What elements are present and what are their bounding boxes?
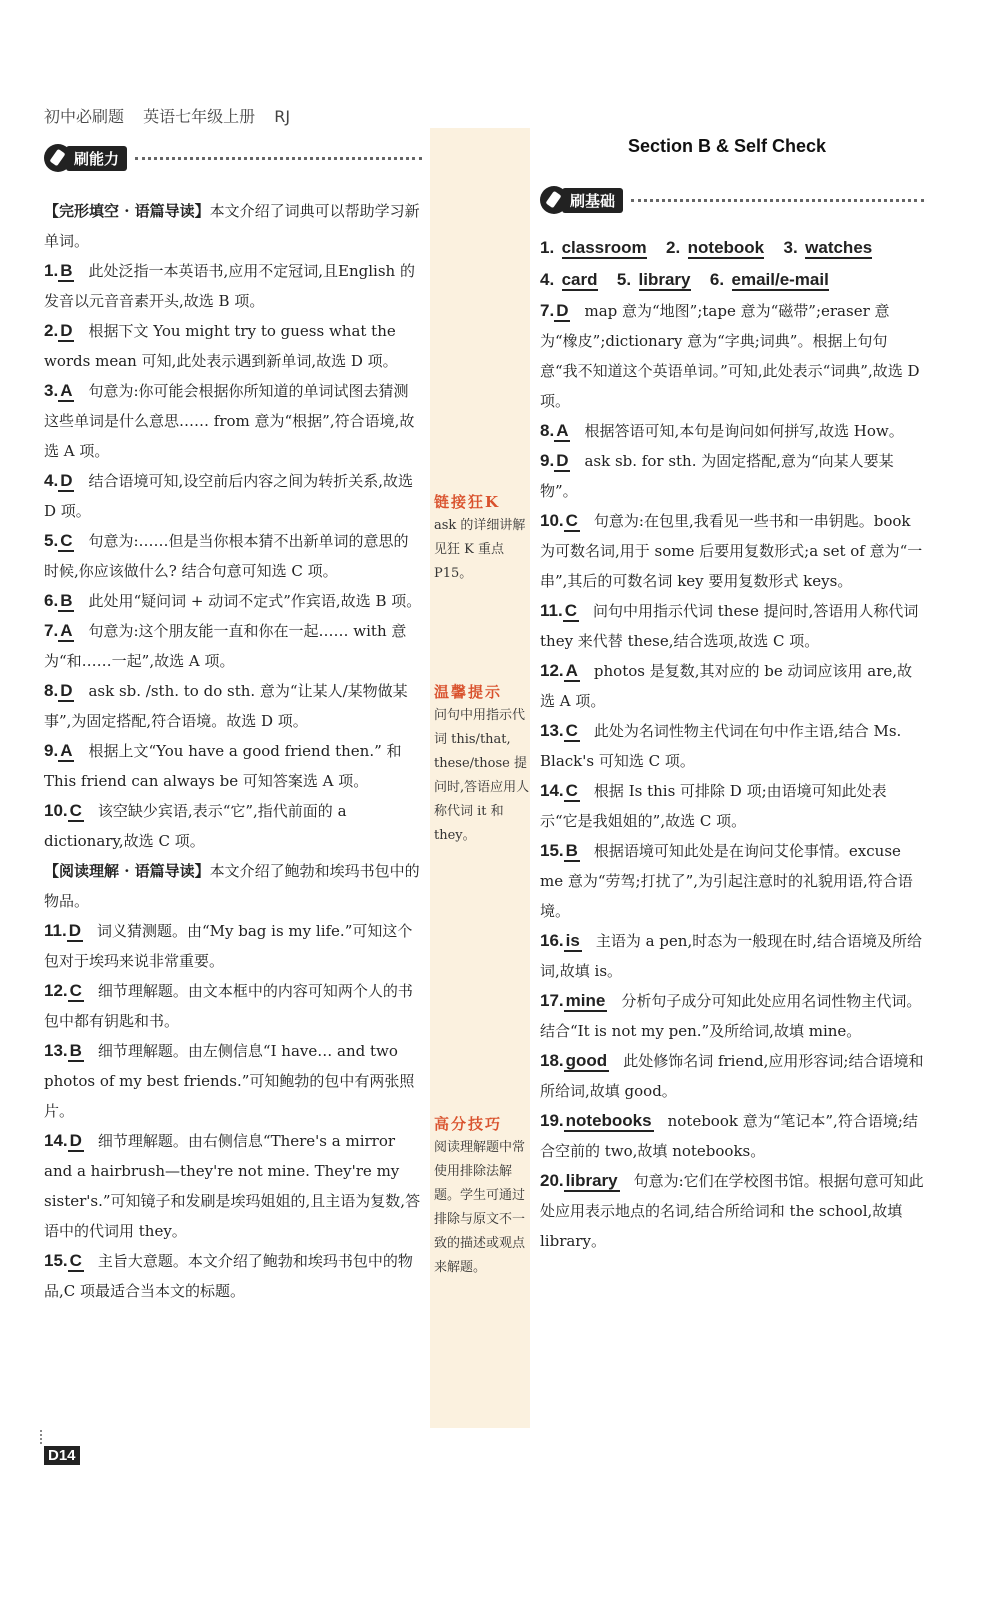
book-title: 初中必刷题 xyxy=(44,107,125,126)
item-explanation: photos 是复数,其对应的 be 动词应该用 are,故选 A 项。 xyxy=(540,662,913,710)
item-number: 13. xyxy=(540,721,564,740)
answer-item xyxy=(540,776,924,836)
section-title: Section B & Self Check xyxy=(628,136,827,156)
item-explanation: 该空缺少宾语,表示“它”,指代前面的 a dictionary,故选 C 项。 xyxy=(44,802,347,850)
item-explanation: 主语为 a pen,时态为一般现在时,结合语境及所给词,故填 is。 xyxy=(540,932,922,980)
item-number: 12. xyxy=(540,661,564,680)
item-answer: C xyxy=(565,511,578,530)
answer-item xyxy=(44,466,422,526)
item-explanation: 根据上文“You have a good friend then.” 和 This friend can always be 可知答案选 A 项。 xyxy=(44,742,402,790)
word-row: 4. card 5. library 6. email/e-mail xyxy=(540,270,829,289)
item-answer: library xyxy=(565,1171,618,1190)
answer-item xyxy=(44,916,422,976)
item-explanation: 句意为:你可能会根据你所知道的单词试图去猜测这些单词是什么意思…… from 意为“根据”,符合语境,故选 A 项。 xyxy=(44,382,415,460)
answer-item xyxy=(540,416,924,446)
dotted-divider xyxy=(631,199,924,202)
item-answer: D xyxy=(68,921,81,940)
item-explanation: 分析句子成分可知此处应用名词性物主代词。结合“It is not my pen.”及所给词,故填 mine。 xyxy=(540,992,922,1040)
item-answer: A xyxy=(60,381,73,400)
answer-item xyxy=(44,256,422,316)
item-answer: D xyxy=(60,321,73,340)
answer-item xyxy=(540,596,924,656)
item-answer: mine xyxy=(565,991,606,1010)
answer-item xyxy=(44,976,422,1036)
item-number: 13. xyxy=(44,1041,68,1060)
item-answer: notebooks xyxy=(565,1111,652,1130)
item-explanation: notebook 意为“笔记本”,符合语境;结合空前的 two,故填 notebooks。 xyxy=(540,1112,918,1160)
page-header xyxy=(44,104,304,127)
item-explanation: 根据语境可知此处是在询问艾伦事情。excuse me 意为“劳驾;打扰了”,为引起注意时的礼貌用语,符合语境。 xyxy=(540,842,913,920)
item-number: 12. xyxy=(44,981,68,1000)
item-number: 14. xyxy=(540,781,564,800)
item-explanation: 根据 Is this 可排除 D 项;由语境可知此处表示“它是我姐姐的”,故选 C 项。 xyxy=(540,782,887,830)
reading-intro: 【阅读理解 · 语篇导读】本文介绍了鲍勃和埃玛书包中的物品。 xyxy=(44,862,420,910)
item-number: 8. xyxy=(540,421,555,440)
pen-icon xyxy=(44,144,72,172)
item-answer: C xyxy=(69,801,82,820)
item-number: 2. xyxy=(44,321,59,340)
item-number: 14. xyxy=(44,1131,68,1150)
answer-item xyxy=(540,836,924,926)
cloze-answer-list xyxy=(44,256,422,856)
answer-item xyxy=(44,376,422,466)
item-number: 20. xyxy=(540,1171,564,1190)
item-answer: D xyxy=(556,451,569,470)
item-answer: A xyxy=(60,741,73,760)
item-answer: A xyxy=(565,661,578,680)
item-explanation: 此处用“疑问词 + 动词不定式”作宾语,故选 B 项。 xyxy=(88,592,422,610)
item-number: 7. xyxy=(44,621,59,640)
dotted-divider xyxy=(135,157,422,160)
answer-item xyxy=(44,1036,422,1126)
answer-item xyxy=(540,1046,924,1106)
badge-basic-label: 刷基础 xyxy=(562,188,623,213)
item-answer: B xyxy=(69,1041,82,1060)
item-explanation: 词义猜测题。由“My bag is my life.”可知这个包对于埃玛来说非常重要。 xyxy=(44,922,413,970)
item-explanation: 此处为名词性物主代词在句中作主语,结合 Ms. Black's 可知选 C 项。 xyxy=(540,722,902,770)
item-number: 1. xyxy=(44,261,59,280)
item-number: 4. xyxy=(44,471,59,490)
answer-item xyxy=(540,986,924,1046)
item-number: 10. xyxy=(44,801,68,820)
answer-item xyxy=(44,586,422,616)
item-answer: A xyxy=(60,621,73,640)
item-number: 11. xyxy=(540,601,563,620)
item-explanation: 细节理解题。由文本框中的内容可知两个人的书包中都有钥匙和书。 xyxy=(44,982,413,1030)
answer-item xyxy=(540,1166,924,1256)
note-tip: 温馨提示 问句中用指示代词 this/that, these/those 提问时,答语应用人称代词 it 和 they。 xyxy=(434,683,530,843)
item-number: 8. xyxy=(44,681,59,700)
item-answer: C xyxy=(69,981,82,1000)
item-number: 9. xyxy=(44,741,59,760)
answer-item xyxy=(44,616,422,676)
item-number: 5. xyxy=(44,531,59,550)
answer-item xyxy=(540,716,924,776)
page-decoration xyxy=(40,1430,52,1444)
badge-ability-label: 刷能力 xyxy=(66,146,127,171)
item-answer: B xyxy=(565,841,578,860)
item-number: 19. xyxy=(540,1111,564,1130)
item-explanation: 根据答语可知,本句是询问如何拼写,故选 How。 xyxy=(584,422,904,440)
item-explanation: 句意为:这个朋友能一直和你在一起…… with 意为“和……一起”,故选 A 项。 xyxy=(44,622,407,670)
item-number: 7. xyxy=(540,301,555,320)
item-answer: good xyxy=(565,1051,608,1070)
badge-ability xyxy=(44,144,422,172)
answer-item xyxy=(44,736,422,796)
answer-item xyxy=(540,926,924,986)
answer-item xyxy=(540,506,924,596)
page-number: D14 xyxy=(44,1446,80,1465)
answer-item xyxy=(44,796,422,856)
item-answer: B xyxy=(60,591,73,610)
pen-icon xyxy=(540,186,568,214)
item-answer: D xyxy=(60,681,73,700)
item-number: 11. xyxy=(44,921,67,940)
basic-answer-list xyxy=(540,296,924,1256)
item-answer: C xyxy=(60,531,73,550)
item-number: 17. xyxy=(540,991,564,1010)
item-answer: D xyxy=(60,471,73,490)
answer-item xyxy=(540,1106,924,1166)
subject-title: 英语七年级上册 xyxy=(143,107,256,126)
item-explanation: 主旨大意题。本文介绍了鲍勃和埃玛书包中的物品,C 项最适合当本文的标题。 xyxy=(44,1252,413,1300)
reading-answer-list xyxy=(44,916,422,1306)
item-explanation: map 意为“地图”;tape 意为“磁带”;eraser 意为“橡皮”;dictionary 意为“字典;词典”。根据上句句意“我不知道这个英语单词。”可知,此处表示“词典”,故选 D 项。 xyxy=(540,302,920,410)
note-skill: 高分技巧 阅读理解题中常使用排除法解题。学生可通过排除与原文不一致的描述或观点来解题。 xyxy=(434,1115,526,1275)
item-answer: is xyxy=(565,931,580,950)
item-explanation: 此处修饰名词 friend,应用形容词;结合语境和所给词,故填 good。 xyxy=(540,1052,924,1100)
item-answer: D xyxy=(69,1131,82,1150)
item-number: 6. xyxy=(44,591,59,610)
item-explanation: ask sb. /sth. to do sth. 意为“让某人/某物做某事”,为固定搭配,符合语境。故选 D 项。 xyxy=(44,682,408,730)
item-answer: B xyxy=(60,261,73,280)
item-explanation: 结合语境可知,设空前后内容之间为转折关系,故选 D 项。 xyxy=(44,472,414,520)
item-explanation: ask sb. for sth. 为固定搭配,意为“向某人要某物”。 xyxy=(540,452,894,500)
cloze-intro: 【完形填空 · 语篇导读】本文介绍了词典可以帮助学习新单词。 xyxy=(44,202,420,250)
item-number: 15. xyxy=(44,1251,68,1270)
answer-item xyxy=(540,296,924,416)
item-explanation: 句意为:在包里,我看见一些书和一串钥匙。book 为可数名词,用于 some 后要用复数形式;a set of 意为“一串”,其后的可数名词 key 要用复数形式 keys。 xyxy=(540,512,923,590)
item-number: 15. xyxy=(540,841,564,860)
item-explanation: 细节理解题。由右侧信息“There's a mirror and a hairbrush—they're not mine. They're my sister's.”可知镜子和发刷是埃玛姐姐的,且主语为复数,答语中的代词用 they。 xyxy=(44,1132,421,1240)
item-explanation: 问句中用指示代词 these 提问时,答语用人称代词 they 来代替 these,结合选项,故选 C 项。 xyxy=(540,602,919,650)
answer-item xyxy=(44,1246,422,1306)
item-explanation: 细节理解题。由左侧信息“I have… and two photos of my best friends.”可知鲍勃的包中有两张照片。 xyxy=(44,1042,415,1120)
left-column xyxy=(44,196,422,1306)
word-row: 1. classroom 2. notebook 3. watches xyxy=(540,238,873,257)
item-explanation: 根据下文 You might try to guess what the words mean 可知,此处表示遇到新单词,故选 D 项。 xyxy=(44,322,398,370)
answer-item xyxy=(44,1126,422,1246)
item-answer: C xyxy=(565,721,578,740)
item-number: 9. xyxy=(540,451,555,470)
answer-item xyxy=(44,316,422,376)
item-number: 16. xyxy=(540,931,564,950)
badge-basic xyxy=(540,186,924,214)
item-answer: C xyxy=(564,601,577,620)
item-answer: D xyxy=(556,301,569,320)
item-explanation: 此处泛指一本英语书,应用不定冠词,且English 的发音以元音音素开头,故选 B 项。 xyxy=(44,262,415,310)
item-number: 18. xyxy=(540,1051,564,1070)
note-link: 链接狂K ask 的详细讲解见狂 K 重点 P15。 xyxy=(434,493,526,581)
item-answer: C xyxy=(565,781,578,800)
answer-item xyxy=(44,526,422,586)
answer-item xyxy=(540,656,924,716)
item-explanation: 句意为:……但是当你根本猜不出新单词的意思的时候,你应该做什么? 结合句意可知选 C 项。 xyxy=(44,532,409,580)
right-column xyxy=(540,232,924,1256)
edition-label: RJ xyxy=(274,107,291,126)
answer-item xyxy=(540,446,924,506)
item-number: 3. xyxy=(44,381,59,400)
item-explanation: 句意为:它们在学校图书馆。根据句意可知此处应用表示地点的名词,结合所给词和 the school,故填 library。 xyxy=(540,1172,924,1250)
item-answer: C xyxy=(69,1251,82,1270)
item-number: 10. xyxy=(540,511,564,530)
item-answer: A xyxy=(556,421,569,440)
answer-item xyxy=(44,676,422,736)
